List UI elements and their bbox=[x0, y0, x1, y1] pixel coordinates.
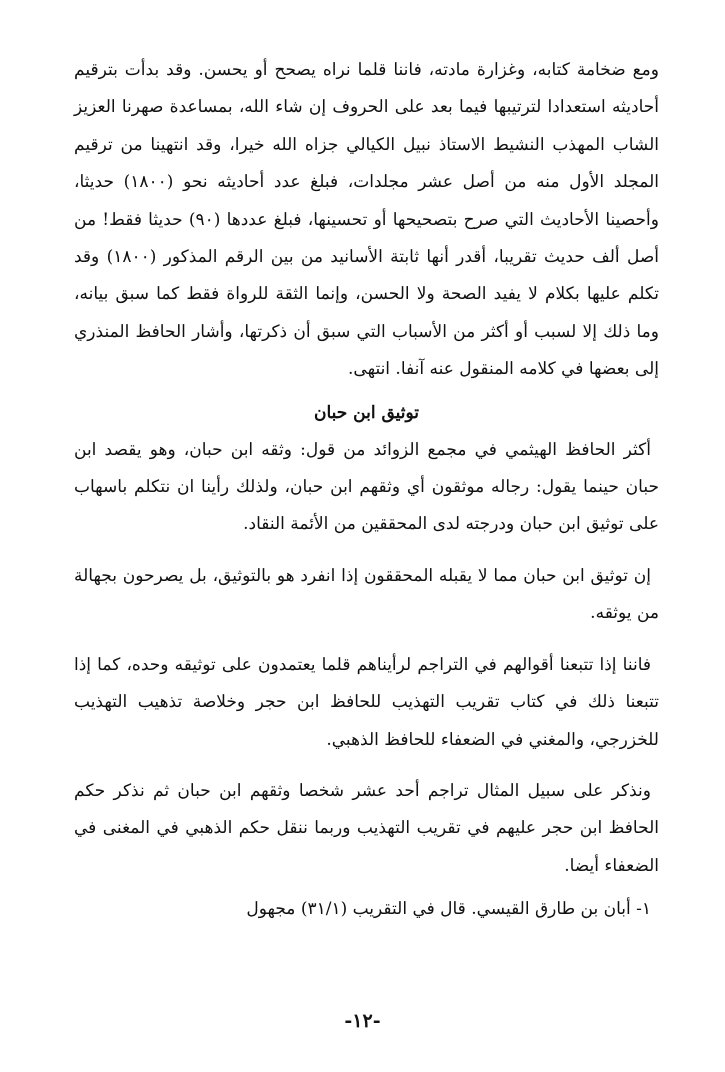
section-heading: توثيق ابن حبان bbox=[313, 402, 420, 423]
list-item-aban: ١- أبان بن طارق القيسي. قال في التقريب (٣١/١) مجهول bbox=[246, 899, 651, 920]
paragraph-haythami: أكثر الحافظ الهيثمي في مجمع الزوائد من قول: وثقه ابن حبان، وهو يقصد ابن حبان حينما يقول: رجاله موثقون أي وثقهم ابن حبان، ولذلك رأينا ان نتكلم باسهاب على توثيق ابن حبان ودرجته لدى المحققين من الأئمة النقاد. bbox=[74, 439, 659, 535]
paragraph-tarajim: فاننا إذا تتبعنا أقوالهم في التراجم لرأيناهم قلما يعتمدون على توثيقه وحده، كما إذا تتبعنا ذلك في كتاب تقريب التهذيب للحافظ ابن حجر وخلاصة تذهيب التهذيب للخزرجي، والمغني في الضعفاء للحافظ الذهبي. bbox=[74, 654, 659, 750]
page-body bbox=[74, 52, 659, 929]
page-number: -١٢- bbox=[344, 1010, 381, 1032]
paragraph-tawthiq: إن توثيق ابن حبان مما لا يقبله المحققون إذا انفرد هو بالتوثيق، بل يصرحون بجهالة من يوثقه. bbox=[74, 565, 659, 624]
paragraph-intro: ومع ضخامة كتابه، وغزارة مادته، فاننا قلما نراه يصحح أو يحسن. وقد بدأت بترقيم أحاديثه استعدادا لترتيبها فيما بعد على الحروف إن شاء الله، بمساعدة صهرنا العزيز الشاب المهذب النشيط الاستاذ نبيل الكيالي جزاه الله خيرا، وقد انتهينا من ترقيم المجلد الأول منه من أصل عشر مجلدات، فبلغ عدد أحاديثه نحو (١٨٠٠) حديثا، وأحصينا الأحاديث التي صرح بتصحيحها أو تحسينها، فبلغ عددها (٩٠) حديثا فقط! من أصل ألف حديث تقريبا، أقدر أنها ثابتة الأسانيد من بين الرقم المذكور (١٨٠٠) وقد تكلم عليها بكلام لا يفيد الصحة ولا الحسن، وإنما الثقة للرواة فقط كما سبق بيانه، وما ذلك إلا لسبب أو أكثر من الأسباب التي سبق أن ذكرتها، وأشار الحافظ المنذري إلى بعضها في كلامه المنقول عنه آنفا. انتهى. bbox=[74, 60, 659, 380]
paragraph-examples: ونذكر على سبيل المثال تراجم أحد عشر شخصا وثقهم ابن حبان ثم نذكر حكم الحافظ ابن حجر عليهم في تقريب التهذيب وربما ننقل حكم الذهبي في المغنى في الضعفاء أيضا. bbox=[74, 780, 659, 876]
